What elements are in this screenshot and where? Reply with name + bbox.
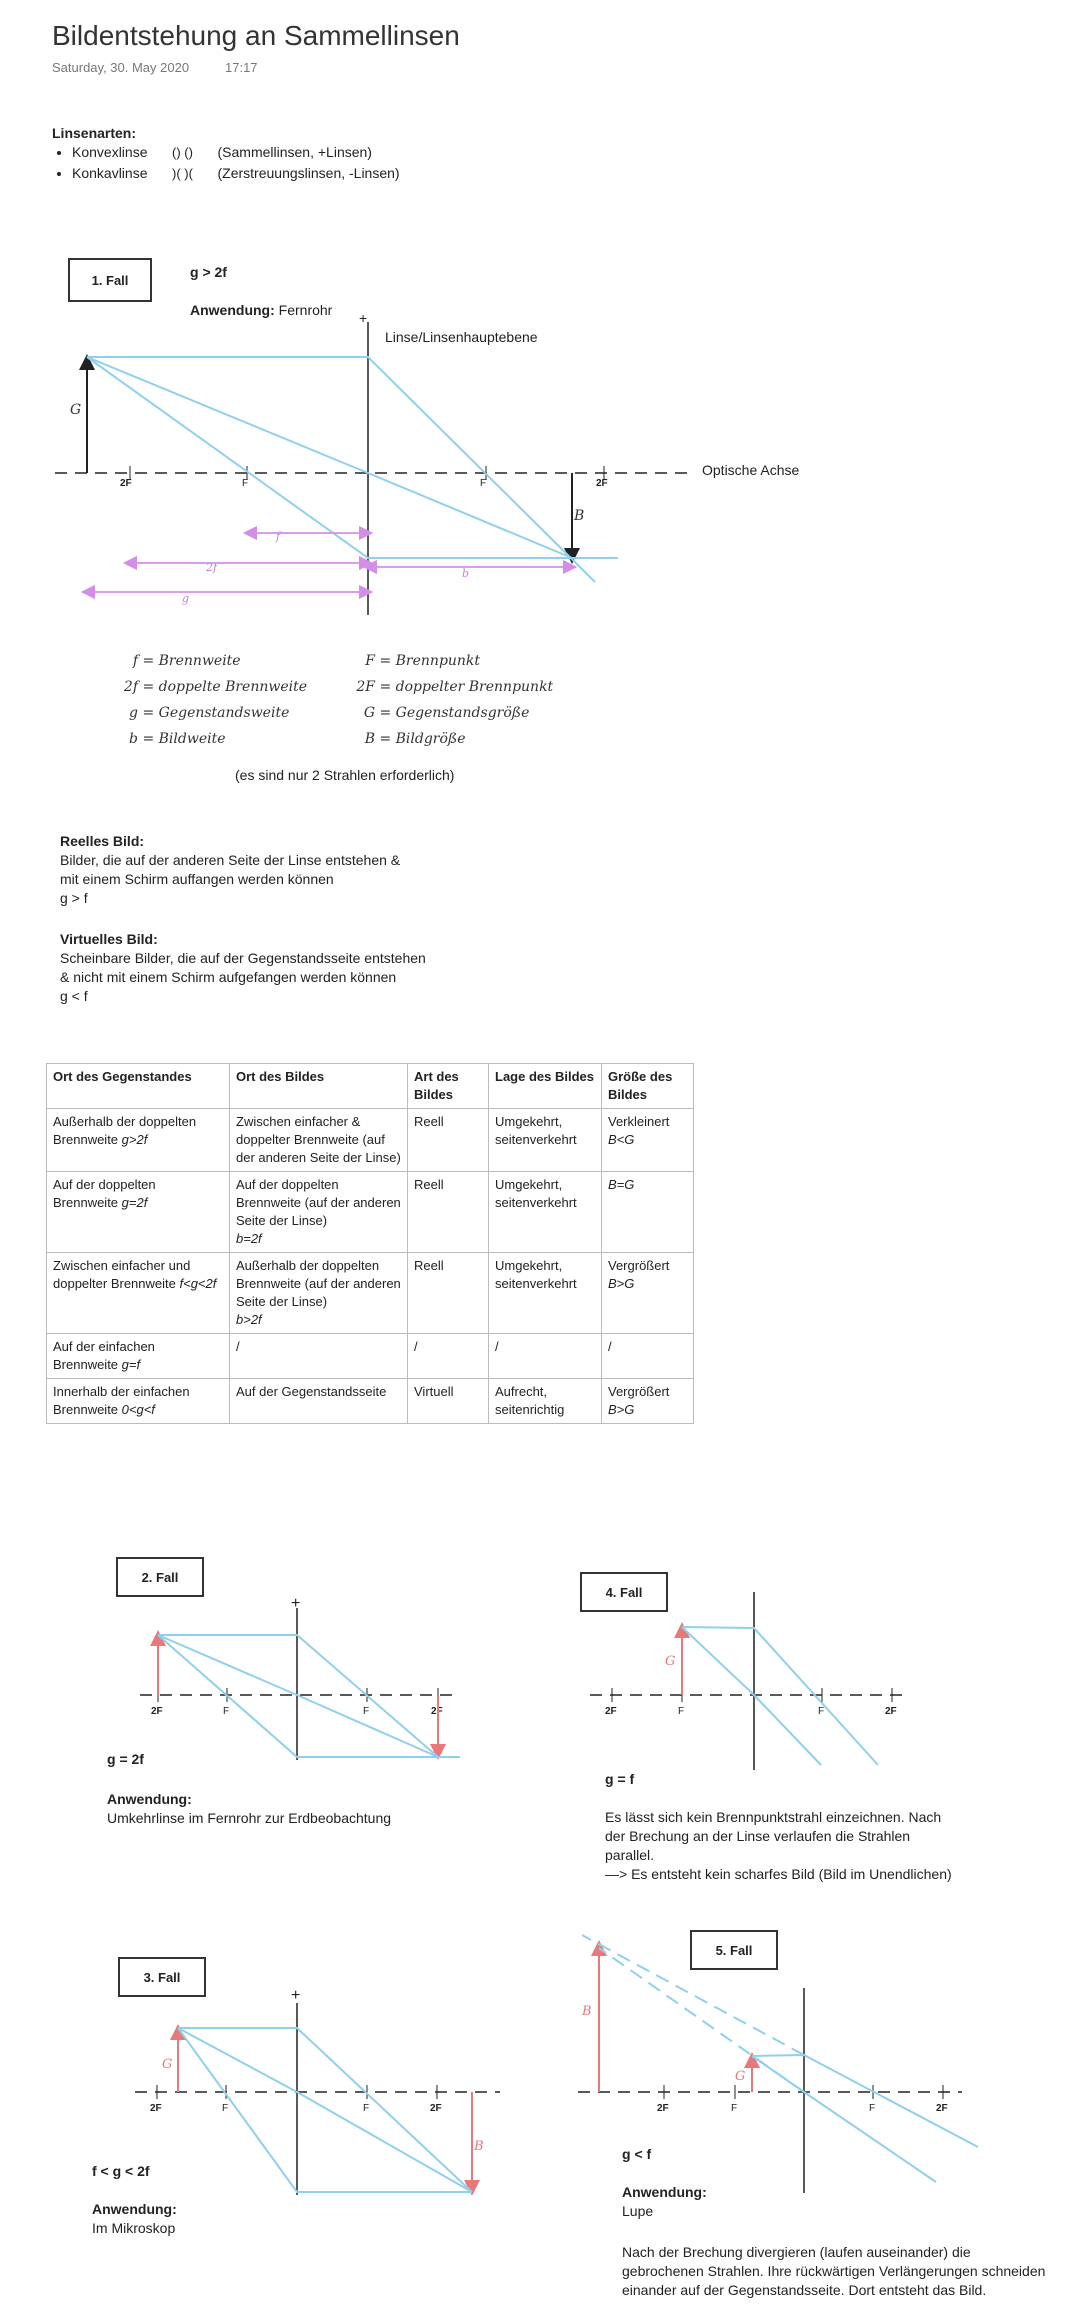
fall3-application: Anwendung: Im Mikroskop — [92, 2201, 177, 2236]
fall2-diagram — [140, 1595, 460, 1760]
tick-label-2F-right: 2F — [885, 1706, 897, 1717]
tick-label-2F-left: 2F — [151, 1706, 163, 1717]
tick-label-F-left: F — [242, 478, 249, 489]
fall4-box: 4. Fall — [580, 1572, 668, 1612]
object-size-label: G — [735, 2069, 746, 2084]
fall4-description: Es lässt sich kein Brennpunktstrahl einzeichnen. Nach der Brechung an der Linse verlaufen die Strahlen parallel. —> Es entsteht kein scharfes Bild (Bild im Unendlichen) — [605, 1809, 952, 1882]
image-size-label: B — [474, 2139, 484, 2154]
table-row: Zwischen einfacher und doppelter Brennweite f<g<2f Außerhalb der doppelten Brennweite (auf der anderen Seite der Linse) b>2f Reell Umgekehrt, seitenverkehrt Vergrößert B>G — [47, 1253, 694, 1334]
fall5-diagram — [578, 1935, 978, 2193]
virtual-image-section: Virtuelles Bild: Scheinbare Bilder, die auf der Gegenstandsseite entstehen & nicht mit einem Schirm aufgefangen werden können g < f — [60, 931, 426, 1004]
legend-item: G = Gegenstandsgröße — [363, 705, 530, 721]
page-title: Bildentstehung an Sammellinsen — [52, 20, 460, 51]
ray-center — [158, 1635, 438, 1757]
ray-focal — [158, 1635, 460, 1757]
fall3-box: 3. Fall — [118, 1957, 206, 1997]
fall5-description: Nach der Brechung divergieren (laufen auseinander) die gebrochenen Strahlen. Ihre rückwärtigen Verlängerungen schneiden einander auf der Gegenstandsseite. Dort entsteht das Bild. — [622, 2244, 1046, 2298]
legend-item: 2f = doppelte Brennweite — [123, 679, 308, 695]
table-row: Außerhalb der doppelten Brennweite g>2f Zwischen einfacher & doppelter Brennweite (auf der anderen Seite der Linse) Reell Umgekehrt, seitenverkehrt Verkleinert B<G — [47, 1109, 694, 1172]
tick-label-2F-right: 2F — [431, 1706, 443, 1717]
tick-label-F-left: F — [678, 1706, 685, 1717]
fall1-condition: g > 2f — [190, 264, 227, 280]
ray-parallel — [87, 357, 595, 582]
ray-focal — [87, 357, 618, 558]
dim-b-label: b — [462, 567, 470, 580]
tick-label-F-left: F — [222, 2103, 229, 2114]
tick-label-F-right: F — [363, 1706, 370, 1717]
legend-item: 2F = doppelter Brennpunkt — [356, 679, 554, 695]
concave-lens-icon: )( )( — [172, 166, 193, 181]
legend-item: F = Brennpunkt — [365, 653, 481, 669]
table-row: Auf der einfachen Brennweite g=f / / / / — [47, 1334, 694, 1379]
fall2-box: 2. Fall — [116, 1557, 204, 1597]
fall3-condition: f < g < 2f — [92, 2163, 150, 2179]
plus-icon: + — [291, 1595, 301, 1612]
tick-label-2F-left: 2F — [657, 2103, 669, 2114]
ray-center — [87, 357, 572, 558]
tick-label-2F-right: 2F — [596, 478, 608, 489]
object-size-label: G — [70, 402, 82, 418]
table-row: Innerhalb der einfachen Brennweite 0<g<f Auf der Gegenstandsseite Virtuell Aufrecht, seitenrichtig Vergrößert B>G — [47, 1379, 694, 1424]
tick-label-F-right: F — [363, 2103, 370, 2114]
table-row: Auf der doppelten Brennweite g=2f Auf der doppelten Brennweite (auf der anderen Seite der Linse) b=2f Reell Umgekehrt, seitenverkehrt B=G — [47, 1172, 694, 1253]
legend-item: f = Brennweite — [132, 653, 241, 669]
fall5-application: Anwendung: Lupe — [622, 2184, 707, 2219]
fall4-condition: g = f — [605, 1771, 635, 1787]
axis-label: Optische Achse — [702, 462, 800, 478]
table-header: Art des Bildes — [408, 1064, 489, 1109]
list-item: • Konkavlinse )( )( (Zerstreuungslinsen, -Linsen) — [72, 163, 552, 184]
page-date: Saturday, 30. May 2020 — [52, 60, 190, 75]
plus-icon: + — [291, 1987, 301, 2004]
tick-label-F-left: F — [223, 1706, 230, 1717]
lens-label: Linse/Linsenhauptebene — [385, 329, 538, 345]
table-header: Ort des Bildes — [230, 1064, 408, 1109]
ray-center — [682, 1627, 821, 1765]
image-size-label: B — [582, 2004, 592, 2019]
fall3-diagram — [135, 1987, 500, 2195]
convex-lens-icon: () () — [172, 145, 193, 160]
tick-label-2F-left: 2F — [120, 478, 132, 489]
fall1-diagram — [55, 322, 690, 615]
dim-g-label: g — [182, 592, 190, 605]
legend-item: B = Bildgröße — [364, 731, 466, 747]
fall2-application: Anwendung: Umkehrlinse im Fernrohr zur Erdbeobachtung — [107, 1791, 392, 1826]
fall4-diagram — [590, 1592, 905, 1770]
real-image-section: Reelles Bild: Bilder, die auf der anderen Seite der Linse entstehen & mit einem Schirm auffangen werden können g > f — [60, 833, 401, 906]
list-item: • Konvexlinse () () (Sammellinsen, +Linsen) — [72, 142, 552, 163]
fall2-condition: g = 2f — [107, 1751, 144, 1767]
fall1-application: Anwendung: Fernrohr — [190, 302, 333, 318]
page-time: 17:17 — [225, 60, 258, 75]
tick-label-2F-left: 2F — [150, 2103, 162, 2114]
table-header: Ort des Gegenstandes — [47, 1064, 230, 1109]
lens-types-heading: Linsenarten: — [52, 125, 137, 141]
tick-label-2F-right: 2F — [936, 2103, 948, 2114]
table-header: Größe des Bildes — [602, 1064, 694, 1109]
image-size-label: B — [574, 508, 585, 524]
tick-label-2F-left: 2F — [605, 1706, 617, 1717]
ray-parallel — [682, 1627, 878, 1765]
fall5-box: 5. Fall — [690, 1930, 778, 1970]
object-size-label: G — [665, 1654, 676, 1669]
tick-label-F-right: F — [818, 1706, 825, 1717]
object-size-label: G — [162, 2057, 173, 2072]
fall1-box: 1. Fall — [68, 258, 152, 302]
tick-label-F-right: F — [480, 478, 487, 489]
plus-icon: + — [359, 310, 368, 326]
backward-extension — [582, 1935, 804, 2055]
tick-label-2F-right: 2F — [430, 2103, 442, 2114]
dim-f-label: f — [276, 530, 281, 543]
legend-item: g = Gegenstandsweite — [129, 705, 290, 721]
tick-label-F-left: F — [731, 2103, 738, 2114]
table-header: Lage des Bildes — [489, 1064, 602, 1109]
legend-note: (es sind nur 2 Strahlen erforderlich) — [235, 767, 455, 783]
dim-2f-label: 2f — [206, 561, 218, 574]
fall5-condition: g < f — [622, 2146, 652, 2162]
tick-label-F-right: F — [869, 2103, 876, 2114]
legend-item: b = Bildweite — [129, 731, 226, 747]
